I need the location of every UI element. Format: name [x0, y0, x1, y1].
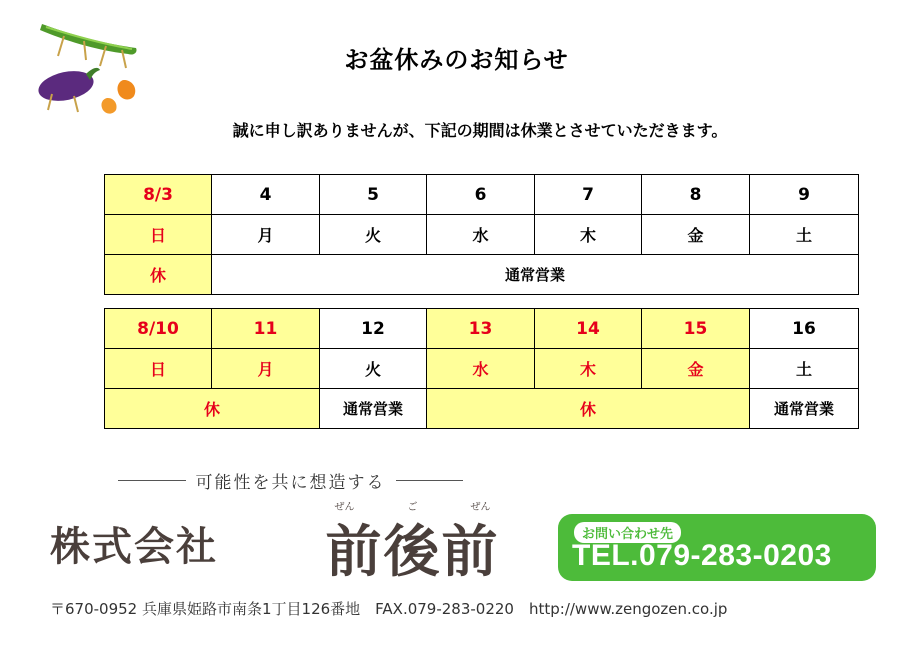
- date-cell: 12: [320, 309, 427, 349]
- calendar-week-1: [104, 174, 859, 295]
- date-cell: 15: [642, 309, 750, 349]
- weekday-cell: 土: [750, 215, 859, 255]
- tagline-text: 可能性を共に想造する: [195, 472, 386, 493]
- weekday-cell: 火: [320, 349, 427, 389]
- weekday-cell: 月: [212, 215, 320, 255]
- weekday-cell: 金: [642, 215, 750, 255]
- date-cell: 6: [427, 175, 535, 215]
- lantern-plant-icon: [101, 80, 135, 114]
- date-cell: 14: [535, 309, 642, 349]
- weekday-row: [105, 349, 859, 389]
- divider: [396, 480, 464, 481]
- date-cell: 8/10: [105, 309, 212, 349]
- weekday-cell: 日: [105, 215, 212, 255]
- weekday-cell: 金: [642, 349, 750, 389]
- calendar-week-2: [104, 308, 859, 429]
- furigana: ぜん: [334, 502, 355, 513]
- holiday-cell: 休: [105, 255, 212, 295]
- holiday-cell: 休: [105, 389, 320, 429]
- status-row: [105, 255, 859, 295]
- company-type: 株式会社: [50, 524, 218, 570]
- date-cell: 8: [642, 175, 750, 215]
- furigana: ご: [407, 502, 418, 513]
- furigana: ぜん: [470, 502, 491, 513]
- date-row: [105, 309, 859, 349]
- status-row: [105, 389, 859, 429]
- holiday-cell: 休: [427, 389, 750, 429]
- normal-business-cell: 通常営業: [750, 389, 859, 429]
- contact-box: [558, 514, 876, 581]
- date-row: [105, 175, 859, 215]
- weekday-cell: 日: [105, 349, 212, 389]
- date-cell: 7: [535, 175, 642, 215]
- weekday-cell: 水: [427, 215, 535, 255]
- phone-number: TEL.079-283-0203: [572, 539, 832, 572]
- company-address: 〒670-0952 兵庫県姫路市南条1丁目126番地 FAX.079-283-0220 http://www.zengozen.co.jp: [50, 600, 728, 618]
- weekday-row: [105, 215, 859, 255]
- weekday-cell: 火: [320, 215, 427, 255]
- notice-title: お盆休みのお知らせ: [344, 46, 569, 74]
- weekday-cell: 月: [212, 349, 320, 389]
- date-cell: 4: [212, 175, 320, 215]
- brand-name: 前後前: [325, 520, 500, 585]
- date-cell: 16: [750, 309, 859, 349]
- weekday-cell: 木: [535, 215, 642, 255]
- divider: [118, 480, 186, 481]
- company-brand: [300, 498, 525, 585]
- weekday-cell: 土: [750, 349, 859, 389]
- notice-intro: 誠に申し訳ありませんが、下記の期間は休業とさせていただきます。: [232, 121, 728, 140]
- weekday-cell: 木: [535, 349, 642, 389]
- date-cell: 13: [427, 309, 535, 349]
- weekday-cell: 水: [427, 349, 535, 389]
- contact-label: お問い合わせ先: [574, 522, 681, 543]
- date-cell: 11: [212, 309, 320, 349]
- normal-business-cell: 通常営業: [212, 255, 859, 295]
- date-cell: 8/3: [105, 175, 212, 215]
- date-cell: 5: [320, 175, 427, 215]
- date-cell: 9: [750, 175, 859, 215]
- company-tagline: [118, 467, 463, 493]
- normal-business-cell: 通常営業: [320, 389, 427, 429]
